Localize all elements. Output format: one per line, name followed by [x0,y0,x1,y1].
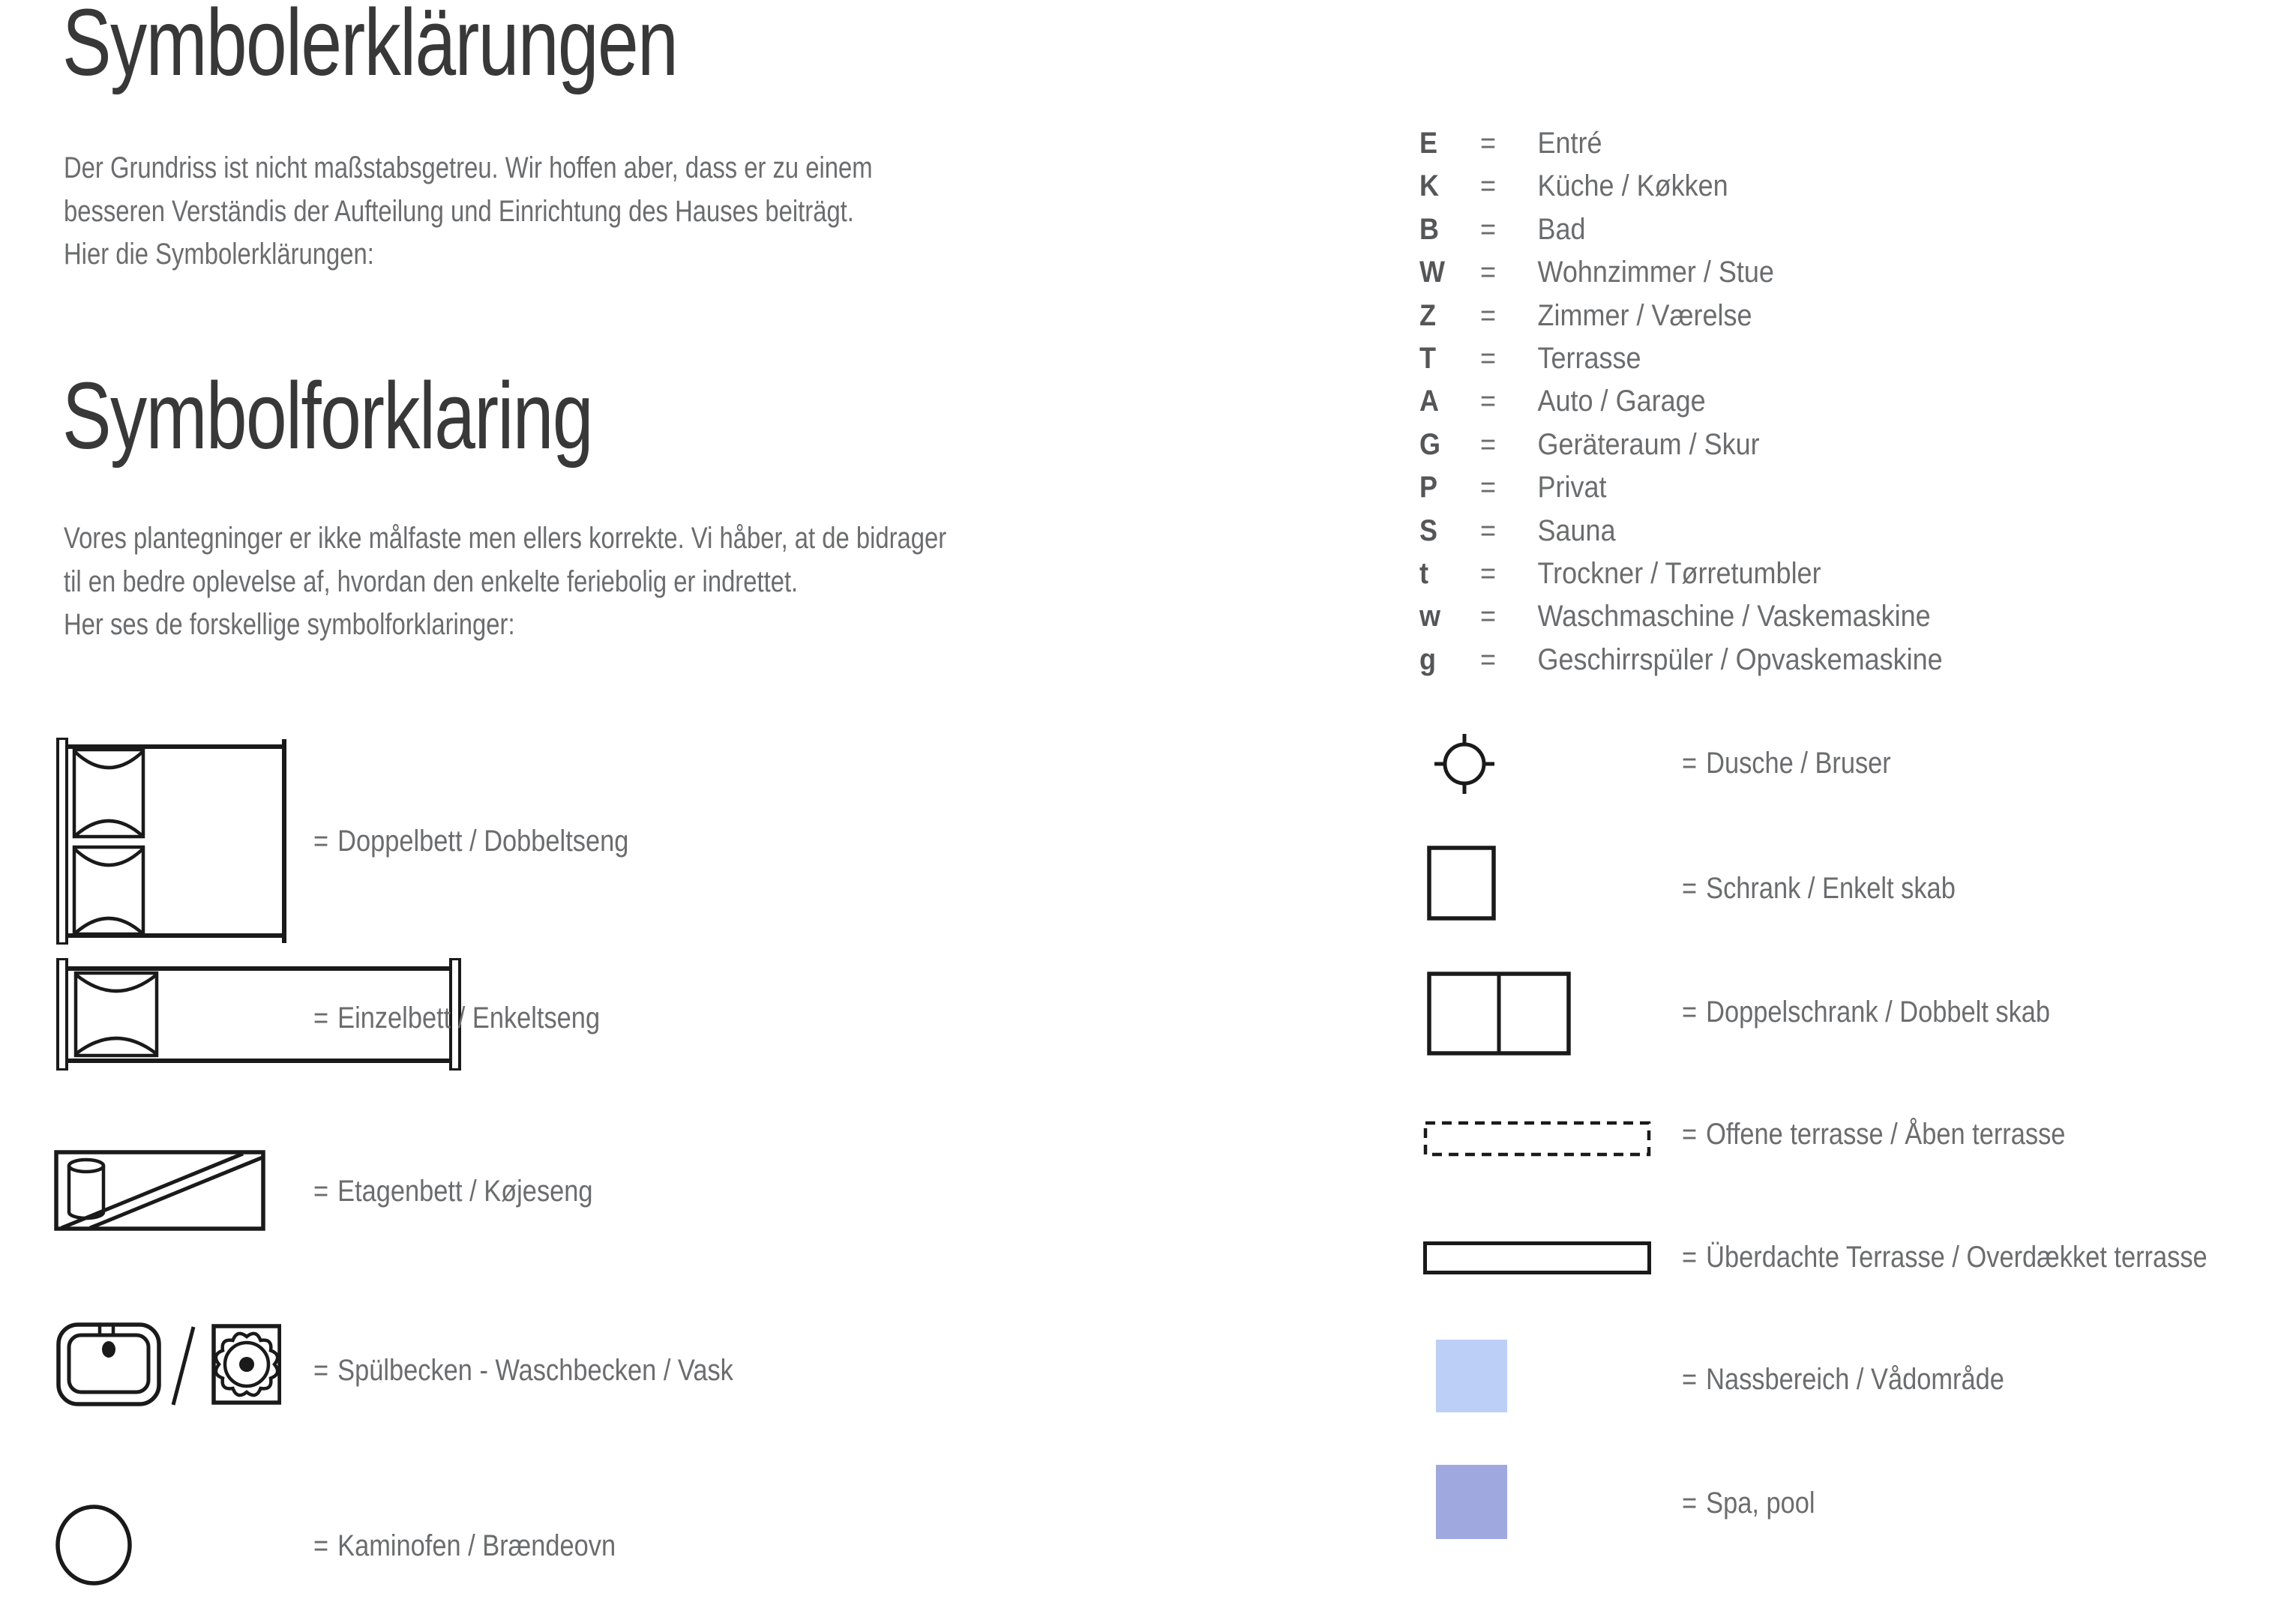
double-bed-icon [56,738,289,945]
legend-row [1419,552,1943,595]
legend-label: Wohnzimmer / Stue [1537,256,1774,289]
equals-sign: = [1480,427,1497,461]
equals-sign: = [313,1529,329,1562]
legend-letter: B [1419,212,1440,246]
legend-row [1419,424,1943,466]
double-cabinet-icon [1427,972,1571,1056]
symbol-label: Kaminofen / Brændeovn [337,1529,616,1562]
intro-german-line: Der Grundriss ist nicht maßstabsgetreu. Wir hoffen aber, dass er zu einem [64,151,873,184]
symbol-label: Dusche / Bruser [1706,747,1891,780]
equals-sign: = [1682,1487,1698,1520]
equals-sign: = [1682,1118,1698,1151]
page-title-danish: Symbolforklaring [62,363,592,469]
wet-area-label-row [1682,1358,2004,1400]
legend-label: Terrasse [1537,342,1641,376]
equals-sign: = [1480,514,1497,547]
symbol-label: Spülbecken - Waschbecken / Vask [337,1354,733,1387]
legend-letter: E [1419,127,1438,160]
symbol-label: Überdachte Terrasse / Overdækket terrasse [1706,1241,2208,1274]
legend-letter: W [1419,256,1445,289]
legend-letter: G [1419,427,1441,461]
wood-stove-icon [55,1504,133,1586]
legend-label: Bad [1537,212,1586,246]
equals-sign: = [1480,557,1497,591]
symbol-label: Schrank / Enkelt skab [1706,872,1956,905]
sink-label-row [313,1349,733,1391]
covered-terrace-icon [1423,1241,1651,1274]
equals-sign: = [1480,471,1497,505]
equals-sign: = [1682,1241,1698,1274]
legend-label: Auto / Garage [1537,385,1706,418]
legend-label: Trockner / Tørretumbler [1537,557,1821,591]
equals-sign: = [1480,600,1497,633]
equals-sign: = [1480,256,1497,289]
symbol-label: Einzelbett / Enkeltseng [337,1002,601,1035]
symbol-label: Spa, pool [1706,1487,1815,1520]
open-terrace-label-row [1682,1113,2065,1155]
legend-letter: w [1419,600,1441,633]
intro-german [64,147,1050,277]
legend-label: Entré [1537,127,1602,160]
legend-letter: g [1419,642,1436,676]
wet-area-icon [1436,1340,1507,1412]
legend-label: Geschirrspüler / Opvaskemaskine [1537,642,1943,676]
room-letter-legend [1419,122,2001,681]
intro-german-line: besseren Verständis der Aufteilung und Einrichtung des Hauses beiträgt. [64,194,854,228]
shower-label-row [1682,742,1891,784]
symbol-label: Nassbereich / Vådområde [1706,1363,2004,1396]
legend-label: Geräteraum / Skur [1537,427,1760,461]
equals-sign: = [1480,212,1497,246]
spa-pool-label-row [1682,1482,1815,1524]
intro-german-line: Hier die Symbolerklärungen: [64,238,374,271]
double-bed-label-row [313,820,628,862]
equals-sign: = [1480,127,1497,160]
legend-row [1419,165,1943,208]
intro-danish-line: Her ses de forskellige symbolforklaringer: [64,608,515,641]
symbol-label: Offene terrasse / Åben terrasse [1706,1118,2066,1151]
single-bed-label-row [313,997,600,1039]
legend-row [1419,251,1943,294]
wood-stove-label-row [313,1525,616,1567]
shower-icon [1432,732,1497,796]
equals-sign: = [1480,642,1497,676]
legend-row [1419,122,1943,165]
equals-sign: = [313,1354,329,1387]
equals-sign: = [1682,872,1698,905]
single-cabinet-label-row [1682,867,1956,909]
legend-row [1419,595,1943,638]
bunk-bed-label-row [313,1170,593,1212]
equals-sign: = [1682,1363,1698,1396]
legend-letter: S [1419,514,1438,547]
intro-danish-line: til en bedre oplevelse af, hvordan den enkelte feriebolig er indrettet. [64,564,799,598]
equals-sign: = [1480,169,1497,203]
double-cabinet-label-row [1682,991,2050,1033]
legend-label: Sauna [1537,514,1616,547]
symbol-label: Doppelbett / Dobbeltseng [337,825,629,858]
legend-row [1419,466,1943,509]
bunk-bed-icon [54,1150,265,1231]
covered-terrace-label-row [1682,1236,2208,1278]
equals-sign: = [1480,385,1497,418]
legend-label: Privat [1537,471,1607,505]
symbol-label: Etagenbett / Køjeseng [337,1175,593,1208]
equals-sign: = [1480,342,1497,376]
equals-sign: = [313,825,329,858]
single-cabinet-icon [1427,846,1496,921]
legend-letter: Z [1419,298,1436,332]
legend-letter: P [1419,471,1438,505]
intro-danish [64,517,1141,647]
legend-row [1419,639,1943,681]
legend-row [1419,295,1943,337]
sink-washbasin-icon [56,1322,281,1409]
equals-sign: = [313,1002,329,1035]
legend-row [1419,208,1943,251]
intro-danish-line: Vores plantegninger er ikke målfaste men ellers korrekte. Vi håber, at de bidrager [64,522,947,555]
legend-row [1419,380,1943,423]
legend-row [1419,337,1943,380]
legend-letter: K [1419,169,1440,203]
legend-label: Zimmer / Værelse [1537,298,1752,332]
legend-label: Waschmaschine / Vaskemaskine [1537,600,1931,633]
equals-sign: = [1480,298,1497,332]
open-terrace-icon [1423,1121,1651,1157]
equals-sign: = [1682,996,1698,1029]
legend-label: Küche / Køkken [1537,169,1728,203]
page-title-german: Symbolerklärungen [62,0,678,95]
legend-letter: t [1419,557,1428,591]
equals-sign: = [1682,747,1698,780]
spa-pool-icon [1436,1465,1507,1539]
legend-row [1419,510,1943,552]
symbol-label: Doppelschrank / Dobbelt skab [1706,996,2051,1029]
legend-letter: T [1419,342,1436,376]
equals-sign: = [313,1175,329,1208]
legend-letter: A [1419,385,1440,418]
